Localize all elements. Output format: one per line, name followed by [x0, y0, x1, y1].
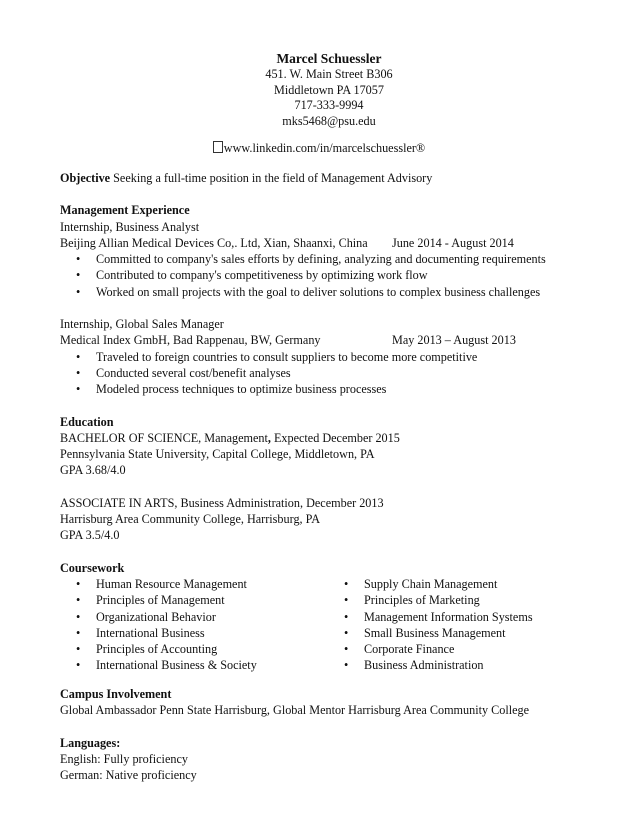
- job-company-line: [60, 235, 620, 251]
- degree-line: ASSOCIATE IN ARTS, Business Administration, December 2013: [60, 495, 384, 510]
- bullet-icon: •: [344, 642, 349, 657]
- campus-text: Global Ambassador Penn State Harrisburg, Global Mentor Harrisburg Area Community College: [60, 703, 530, 718]
- list-item: • Modeled process techniques to optimize business processes: [76, 382, 387, 397]
- bullet-icon: •: [76, 625, 81, 640]
- job-company: Medical Index GmbH, Bad Rappenau, BW, Germany: [60, 333, 321, 348]
- school-line: Harrisburg Area Community College, Harrisburg, PA: [60, 512, 321, 527]
- job-title: Internship, Business Analyst: [60, 219, 200, 234]
- bullet-icon: •: [344, 609, 349, 624]
- checkbox-glyph-icon: [213, 141, 223, 153]
- school-line: Pennsylvania State University, Capital College, Middletown, PA: [60, 447, 375, 462]
- candidate-name: Marcel Schuessler: [276, 51, 382, 66]
- job-bullets: [60, 251, 620, 300]
- objective-line: [60, 170, 620, 186]
- job-dates: May 2013 – August 2013: [392, 333, 516, 348]
- job-company-line: [60, 332, 620, 348]
- coursework-left-column: [60, 576, 257, 674]
- bullet-icon: •: [76, 576, 81, 591]
- bullet-icon: •: [76, 609, 81, 624]
- bullet-icon: •: [344, 658, 349, 673]
- experience-heading: Management Experience: [60, 203, 190, 218]
- bullet-icon: •: [76, 658, 81, 673]
- job-dates: June 2014 - August 2014: [392, 235, 514, 250]
- list-item: • International Business & Society: [76, 658, 257, 673]
- bullet-icon: •: [76, 349, 81, 364]
- coursework-heading: Coursework: [60, 560, 125, 575]
- contact-header: [0, 50, 638, 129]
- phone-number: 717-333-9994: [294, 98, 364, 113]
- gpa-line: GPA 3.68/4.0: [60, 463, 126, 478]
- list-item: • Principles of Accounting: [76, 642, 218, 657]
- street-address: 451. W. Main Street B306: [265, 67, 393, 81]
- education-heading: Education: [60, 414, 114, 429]
- coursework-right-column: [328, 576, 533, 674]
- coursework-grid: [60, 576, 620, 674]
- list-item: • Supply Chain Management: [344, 576, 498, 591]
- bullet-icon: •: [344, 593, 349, 608]
- list-item: • International Business: [76, 625, 205, 640]
- registered-mark: ®: [415, 141, 426, 155]
- language-item: English: Fully proficiency: [60, 751, 188, 766]
- campus-heading: Campus Involvement: [60, 686, 172, 701]
- objective-text: Seeking a full-time position in the field of Management Advisory: [113, 171, 433, 185]
- email-address[interactable]: mks5468@psu.edu: [282, 113, 376, 128]
- job-bullets: [60, 349, 620, 398]
- bullet-icon: •: [76, 642, 81, 657]
- bullet-icon: •: [76, 252, 81, 267]
- bullet-icon: •: [344, 576, 349, 591]
- list-item: • Traveled to foreign countries to consult suppliers to become more competitive: [76, 349, 478, 364]
- job-company: Beijing Allian Medical Devices Co,. Ltd, Xian, Shaanxi, China: [60, 235, 368, 250]
- linkedin-url[interactable]: www.linkedin.com/in/marcelschuessler: [223, 141, 416, 155]
- gpa-line: GPA 3.5/4.0: [60, 528, 120, 543]
- list-item: • Human Resource Management: [76, 576, 247, 591]
- list-item: • Corporate Finance: [344, 642, 455, 657]
- list-item: • Conducted several cost/benefit analyses: [76, 365, 291, 380]
- bullet-icon: •: [76, 593, 81, 608]
- list-item: • Worked on small projects with the goal to deliver solutions to complex business challenges: [76, 284, 541, 299]
- list-item: • Committed to company's sales efforts by defining, analyzing and documenting requirements: [76, 252, 546, 267]
- list-item: • Organizational Behavior: [76, 609, 216, 624]
- linkedin-line: [0, 140, 638, 156]
- bullet-icon: •: [76, 382, 81, 397]
- bullet-icon: •: [76, 284, 81, 299]
- city-state-zip: Middletown PA 17057: [274, 82, 384, 97]
- bullet-icon: •: [76, 268, 81, 283]
- list-item: • Small Business Management: [344, 625, 506, 640]
- degree-line: BACHELOR OF SCIENCE, Management, Expected December 2015: [60, 430, 400, 445]
- list-item: • Contributed to company's competitiveness by optimizing work flow: [76, 268, 428, 283]
- bullet-icon: •: [344, 625, 349, 640]
- list-item: • Management Information Systems: [344, 609, 533, 624]
- objective-label: Objective: [60, 171, 111, 185]
- list-item: • Principles of Marketing: [344, 593, 480, 608]
- list-item: • Business Administration: [344, 658, 484, 673]
- job-title: Internship, Global Sales Manager: [60, 317, 224, 332]
- language-item: German: Native proficiency: [60, 768, 197, 783]
- resume-body: [60, 170, 620, 783]
- list-item: • Principles of Management: [76, 593, 225, 608]
- languages-heading: Languages:: [60, 735, 121, 750]
- bullet-icon: •: [76, 365, 81, 380]
